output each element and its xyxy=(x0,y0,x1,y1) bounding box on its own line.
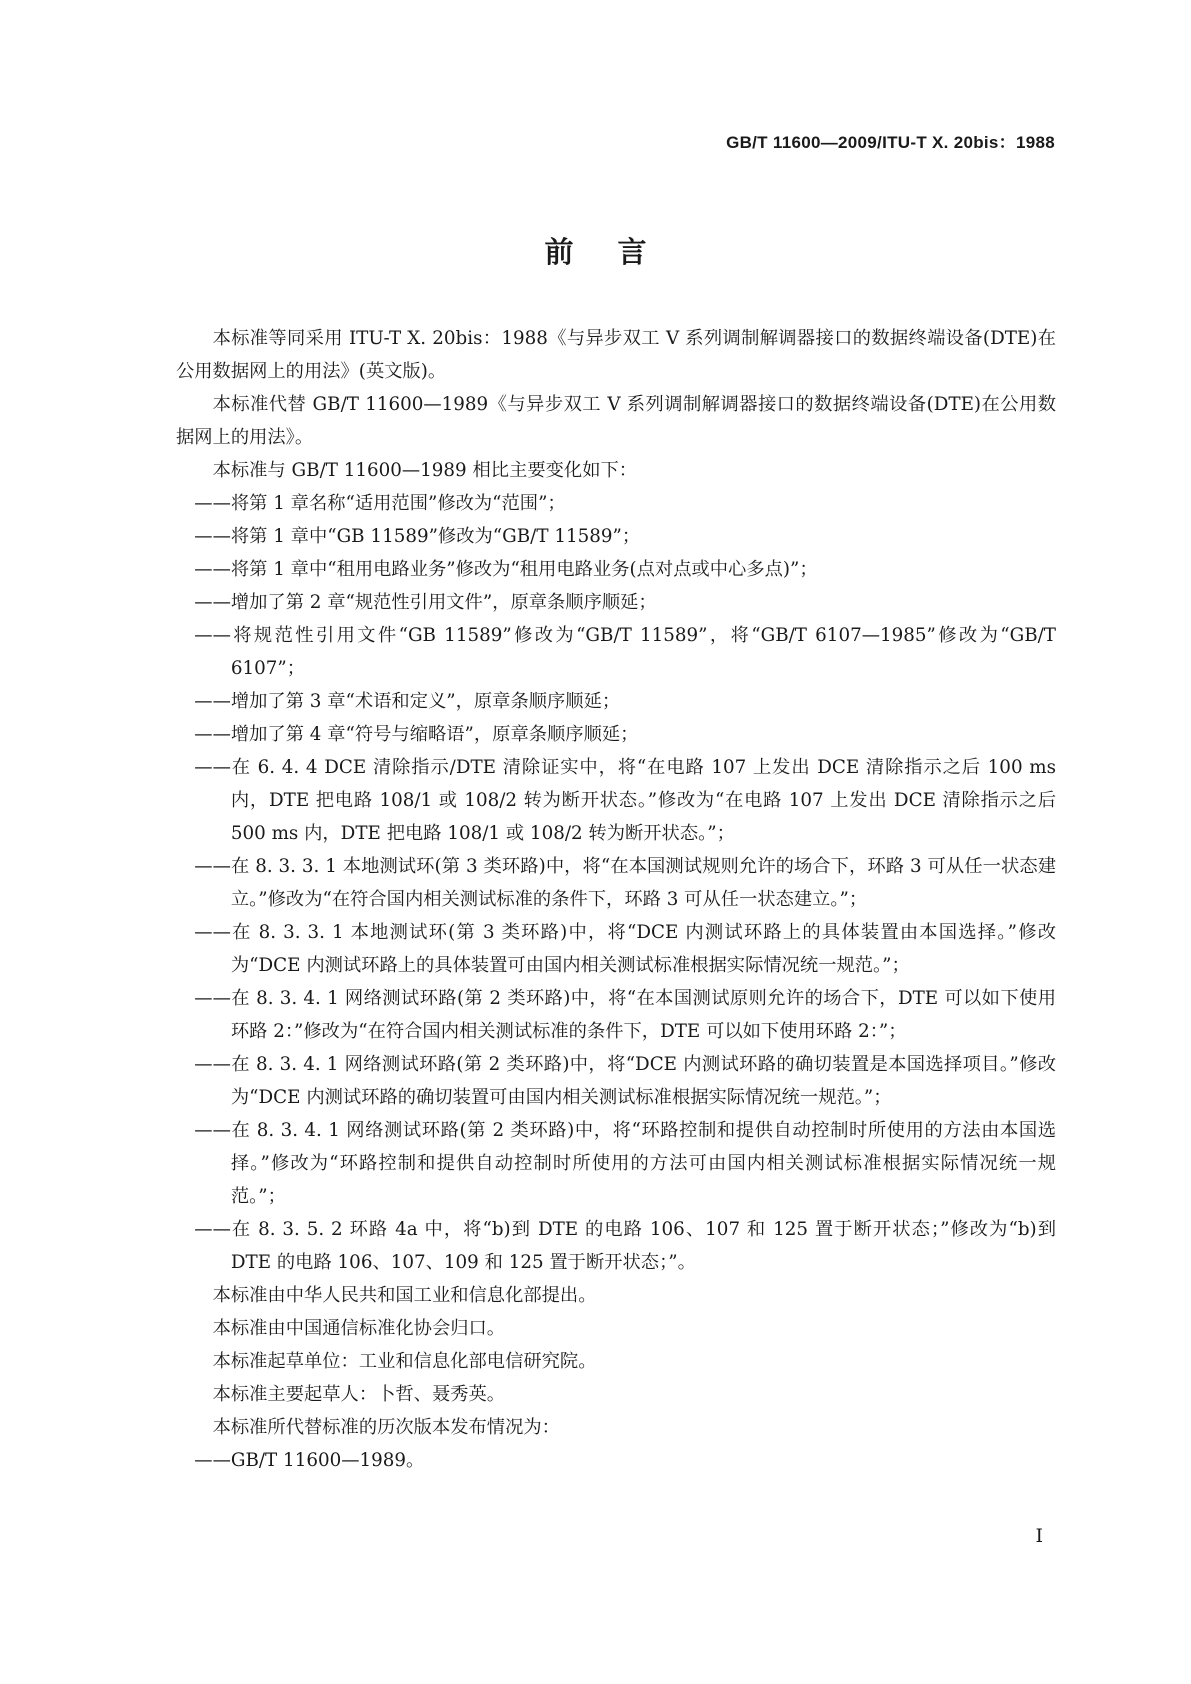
standard-code-header: GB/T 11600—2009/ITU-T X. 20bis：1988 xyxy=(726,133,1055,152)
changes-list xyxy=(176,487,1056,1279)
foreword-body xyxy=(176,322,1056,1477)
page-number: I xyxy=(1035,1525,1043,1547)
change-item: ——将第 1 章中“租用电路业务”修改为“租用电路业务(点对点或中心多点)”； xyxy=(194,559,818,580)
change-item: ——在 8. 3. 4. 1 网络测试环路(第 2 类环路)中，将“DCE 内测试环路的确切装置是本国选择项目。”修改为“DCE 内测试环路的确切装置可由国内相关测试标准根据实际情况统一规范。”； xyxy=(194,1054,1056,1108)
change-item: ——在 8. 3. 3. 1 本地测试环(第 3 类环路)中，将“在本国测试规则允许的场合下，环路 3 可从任一状态建立。”修改为“在符合国内相关测试标准的条件下，环路 3 可从任一状态建立。”； xyxy=(194,856,1056,910)
paragraph-history-intro: 本标准所代替标准的历次版本发布情况为： xyxy=(212,1417,560,1438)
change-item: ——增加了第 3 章“术语和定义”，原章条顺序顺延； xyxy=(194,691,621,712)
paragraph-administered-by: 本标准由中国通信标准化协会归口。 xyxy=(212,1318,506,1339)
change-item: ——在 8. 3. 4. 1 网络测试环路(第 2 类环路)中，将“环路控制和提供自动控制时所使用的方法由本国选择。”修改为“环路控制和提供自动控制时所使用的方法可由国内相关测试标准根据实际情况统一规范。”； xyxy=(194,1120,1056,1207)
change-item: ——将规范性引用文件“GB 11589”修改为“GB/T 11589”，将“GB/T 6107—1985”修改为“GB/T 6107”； xyxy=(194,625,1056,679)
page-title: 前言 xyxy=(544,235,691,269)
change-item: ——在 6. 4. 4 DCE 清除指示/DTE 清除证实中，将“在电路 107 上发出 DCE 清除指示之后 100 ms 内，DTE 把电路 108/1 或 108/2 转为断开状态。”修改为“在电路 107 上发出 DCE 清除指示之后 500 ms 内，DTE 把电路 108/1 或 108/2 转为断开状态。”； xyxy=(194,757,1056,844)
change-item: ——将第 1 章中“GB 11589”修改为“GB/T 11589”； xyxy=(194,526,641,547)
change-item: ——将第 1 章名称“适用范围”修改为“范围”； xyxy=(194,493,566,514)
paragraph-adoption: 本标准等同采用 ITU-T X. 20bis：1988《与异步双工 V 系列调制解调器接口的数据终端设备(DTE)在公用数据网上的用法》(英文版)。 xyxy=(176,328,1056,382)
paragraph-drafting-unit: 本标准起草单位：工业和信息化部电信研究院。 xyxy=(212,1351,597,1372)
paragraph-drafters: 本标准主要起草人：卜哲、聂秀英。 xyxy=(212,1384,506,1405)
paragraph-changes-intro: 本标准与 GB/T 11600—1989 相比主要变化如下： xyxy=(212,460,638,481)
change-item: ——在 8. 3. 5. 2 环路 4a 中，将“b)到 DTE 的电路 106、107 和 125 置于断开状态；”修改为“b)到 DTE 的电路 106、107、109 和 125 置于断开状态；”。 xyxy=(194,1219,1056,1273)
change-item: ——在 8. 3. 4. 1 网络测试环路(第 2 类环路)中，将“在本国测试原则允许的场合下，DTE 可以如下使用环路 2：”修改为“在符合国内相关测试标准的条件下，DTE 可以如下使用环路 2：”； xyxy=(194,988,1056,1042)
history-item: ——GB/T 11600—1989。 xyxy=(194,1450,425,1471)
change-item: ——增加了第 2 章“规范性引用文件”，原章条顺序顺延； xyxy=(194,592,657,613)
paragraph-replaces: 本标准代替 GB/T 11600—1989《与异步双工 V 系列调制解调器接口的数据终端设备(DTE)在公用数据网上的用法》。 xyxy=(176,394,1056,448)
change-item: ——在 8. 3. 3. 1 本地测试环(第 3 类环路)中，将“DCE 内测试环路上的具体装置由本国选择。”修改为“DCE 内测试环路上的具体装置可由国内相关测试标准根据实际情况统一规范。”； xyxy=(194,922,1056,976)
paragraph-proposed-by: 本标准由中华人民共和国工业和信息化部提出。 xyxy=(212,1285,597,1306)
change-item: ——增加了第 4 章“符号与缩略语”，原章条顺序顺延； xyxy=(194,724,639,745)
